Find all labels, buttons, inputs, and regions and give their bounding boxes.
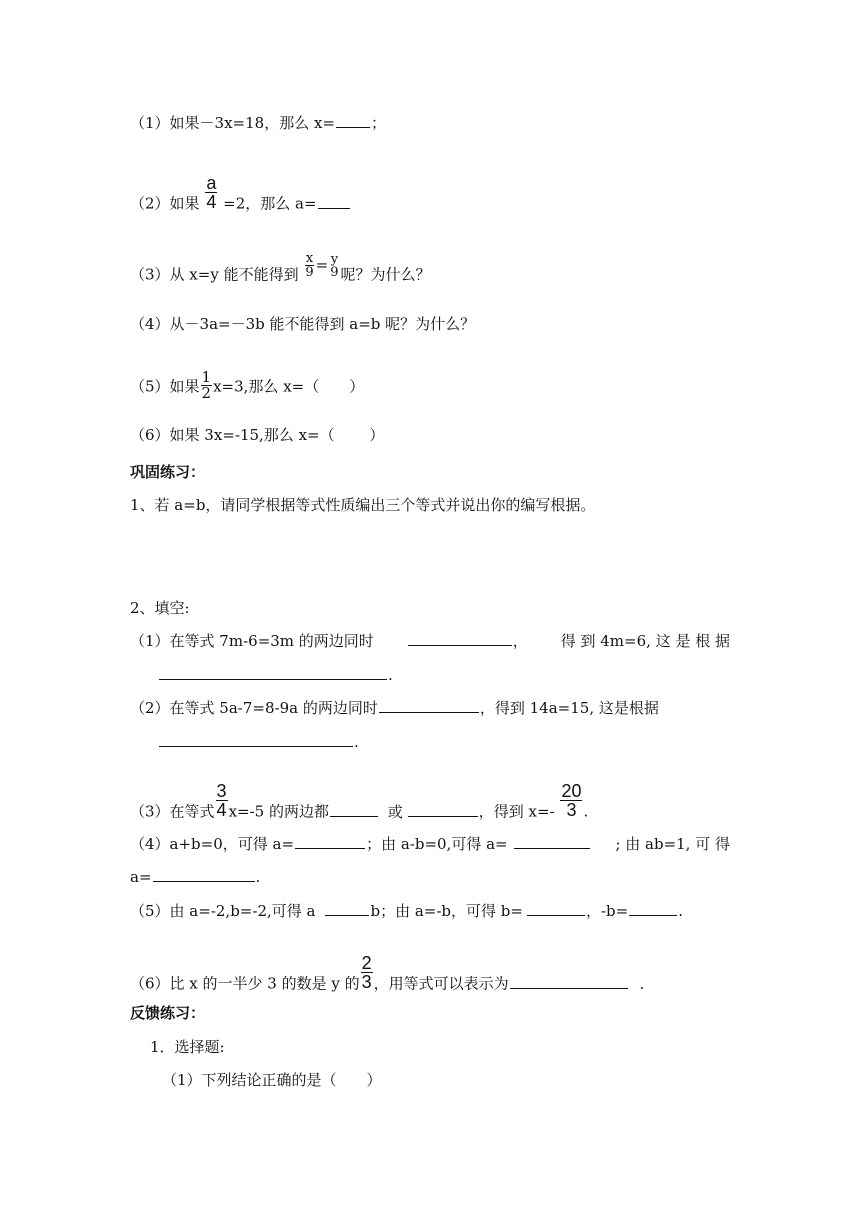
fill-2-text-b: ，得到 14a=15, 这是根据 xyxy=(479,699,659,717)
fill-5-blank-2[interactable] xyxy=(527,901,585,916)
fill-5-text-a: （5）由 a=-2,b=-2,可得 a xyxy=(130,902,316,920)
fill-6 xyxy=(130,953,645,1003)
question-5 xyxy=(130,368,365,403)
fill-3-end: . xyxy=(583,802,589,821)
fill-4-line-2 xyxy=(130,866,260,888)
q5-rest: x=3,那么 x=（ ） xyxy=(213,377,365,396)
fill-6-numerator: 2 xyxy=(361,953,372,973)
fill-1-end: . xyxy=(388,666,393,684)
q3-fraction-left xyxy=(304,252,314,279)
fill-6-blank[interactable] xyxy=(510,974,628,989)
q3-equals: = xyxy=(315,255,329,274)
fill-2-blank-2[interactable] xyxy=(159,732,353,747)
fill-2-blank-1[interactable] xyxy=(379,698,479,713)
q6-text: （6）如果 3x=-15,那么 x=（ ） xyxy=(130,426,385,444)
fill-3-denominator-a: 4 xyxy=(216,800,227,820)
fill-6-end: . xyxy=(639,974,645,993)
fill-5 xyxy=(130,900,683,922)
fill-4-text-c: ; 由 ab=1, 可 得 xyxy=(615,835,730,853)
fill-1-blank-1[interactable] xyxy=(408,631,512,646)
fill-4-text-a: （4）a+b=0，可得 a= xyxy=(130,835,295,853)
question-2 xyxy=(130,173,351,223)
fill-2-end: . xyxy=(354,733,359,751)
q1-text: （1）如果－3x=18，那么 x= xyxy=(130,114,335,132)
fill-4-line-1 xyxy=(130,833,730,855)
fill-2-line-2 xyxy=(158,731,359,753)
feedback-sub-1: （1）下列结论正确的是（ ） xyxy=(162,1071,382,1089)
fill-1-line-2 xyxy=(158,664,393,686)
fill-3-numerator-a: 3 xyxy=(216,781,227,801)
q2-fraction xyxy=(205,174,217,211)
q1-end: ； xyxy=(371,114,387,132)
fill-5-end: . xyxy=(678,902,683,920)
fill-1-text-b: ， xyxy=(512,632,528,650)
q2-numerator: a xyxy=(206,173,217,193)
q2-text: （2）如果 xyxy=(130,194,200,213)
q3-rest: 呢？为什么？ xyxy=(340,265,431,284)
fill-3-fraction-a xyxy=(216,782,228,819)
fill-1-text-c: 得 到 4m=6, 这 是 根 据 xyxy=(560,632,730,650)
fill-6-fraction xyxy=(361,954,373,991)
fill-5-blank-3[interactable] xyxy=(629,901,677,916)
fill-6-text-b: ，用等式可以表示为 xyxy=(373,974,509,993)
fill-1-blank-2[interactable] xyxy=(159,665,387,680)
q3-fraction-right xyxy=(329,253,339,279)
feedback-item-1: 1．选择题: xyxy=(150,1038,225,1056)
q5-fraction xyxy=(201,370,213,401)
consolidation-item-1: 1、若 a=b，请同学根据等式性质编出三个等式并说出你的编写根据。 xyxy=(130,496,596,514)
fill-3-text-c: 或 xyxy=(387,802,403,821)
fill-4-blank-2[interactable] xyxy=(514,834,590,849)
question-4 xyxy=(130,313,475,335)
fill-3-blank-2[interactable] xyxy=(408,802,478,817)
fill-3 xyxy=(130,781,589,831)
fill-3-denominator-b: 3 xyxy=(566,800,577,820)
question-3 xyxy=(130,251,431,289)
q2-rest: =2，那么 a= xyxy=(223,194,317,213)
fill-5-text-b: b；由 a=-b，可得 b= xyxy=(370,902,523,920)
fill-4-end: . xyxy=(255,868,261,886)
fill-1-line-1 xyxy=(130,630,730,652)
fill-2-text-a: （2）在等式 5a-7=8-9a 的两边同时 xyxy=(130,699,378,717)
q3-numerator-left: x xyxy=(305,251,314,266)
q4-text: （4）从－3a=－3b 能不能得到 a=b 呢？为什么？ xyxy=(130,315,476,333)
fill-3-text-a: （3）在等式 xyxy=(130,802,215,821)
q5-numerator: 1 xyxy=(201,368,212,386)
fill-3-blank-1[interactable] xyxy=(330,802,378,817)
fill-1-text-a: （1）在等式 7m-6=3m 的两边同时 xyxy=(130,632,374,650)
fill-2-line-1 xyxy=(130,697,659,719)
q2-denominator: 4 xyxy=(206,192,217,212)
fill-6-denominator: 3 xyxy=(361,972,372,992)
q2-blank[interactable] xyxy=(318,194,350,209)
q5-denominator: 2 xyxy=(201,384,212,402)
fill-4-text-b: ；由 a-b=0,可得 a= xyxy=(366,835,508,853)
q3-numerator-right: y xyxy=(330,251,339,267)
fill-3-text-d: ，得到 x=- xyxy=(478,802,555,821)
q3-denominator-left: 9 xyxy=(305,265,314,280)
fill-6-text-a: （6）比 x 的一半少 3 的数是 y 的 xyxy=(130,974,360,993)
feedback-heading: 反馈练习： xyxy=(130,1004,206,1022)
fill-4-blank-3[interactable] xyxy=(153,867,255,882)
question-6 xyxy=(130,424,384,446)
consolidation-item-2: 2、填空: xyxy=(130,599,190,617)
q3-denominator-right: 9 xyxy=(330,264,339,280)
fill-5-blank-1[interactable] xyxy=(325,901,369,916)
consolidation-heading: 巩固练习： xyxy=(130,463,206,481)
fill-4-text-d: a= xyxy=(130,868,152,886)
question-1 xyxy=(130,112,386,134)
fill-5-text-c: ，-b= xyxy=(585,902,629,920)
q3-text: （3）从 x=y 能不能得到 xyxy=(130,265,299,284)
fill-3-numerator-b: 20 xyxy=(561,781,582,801)
fill-4-blank-1[interactable] xyxy=(295,834,365,849)
q5-text: （5）如果 xyxy=(130,377,200,396)
fill-3-fraction-b xyxy=(560,782,582,819)
fill-3-text-b: x=-5 的两边都 xyxy=(228,802,329,821)
q1-blank[interactable] xyxy=(336,113,370,128)
